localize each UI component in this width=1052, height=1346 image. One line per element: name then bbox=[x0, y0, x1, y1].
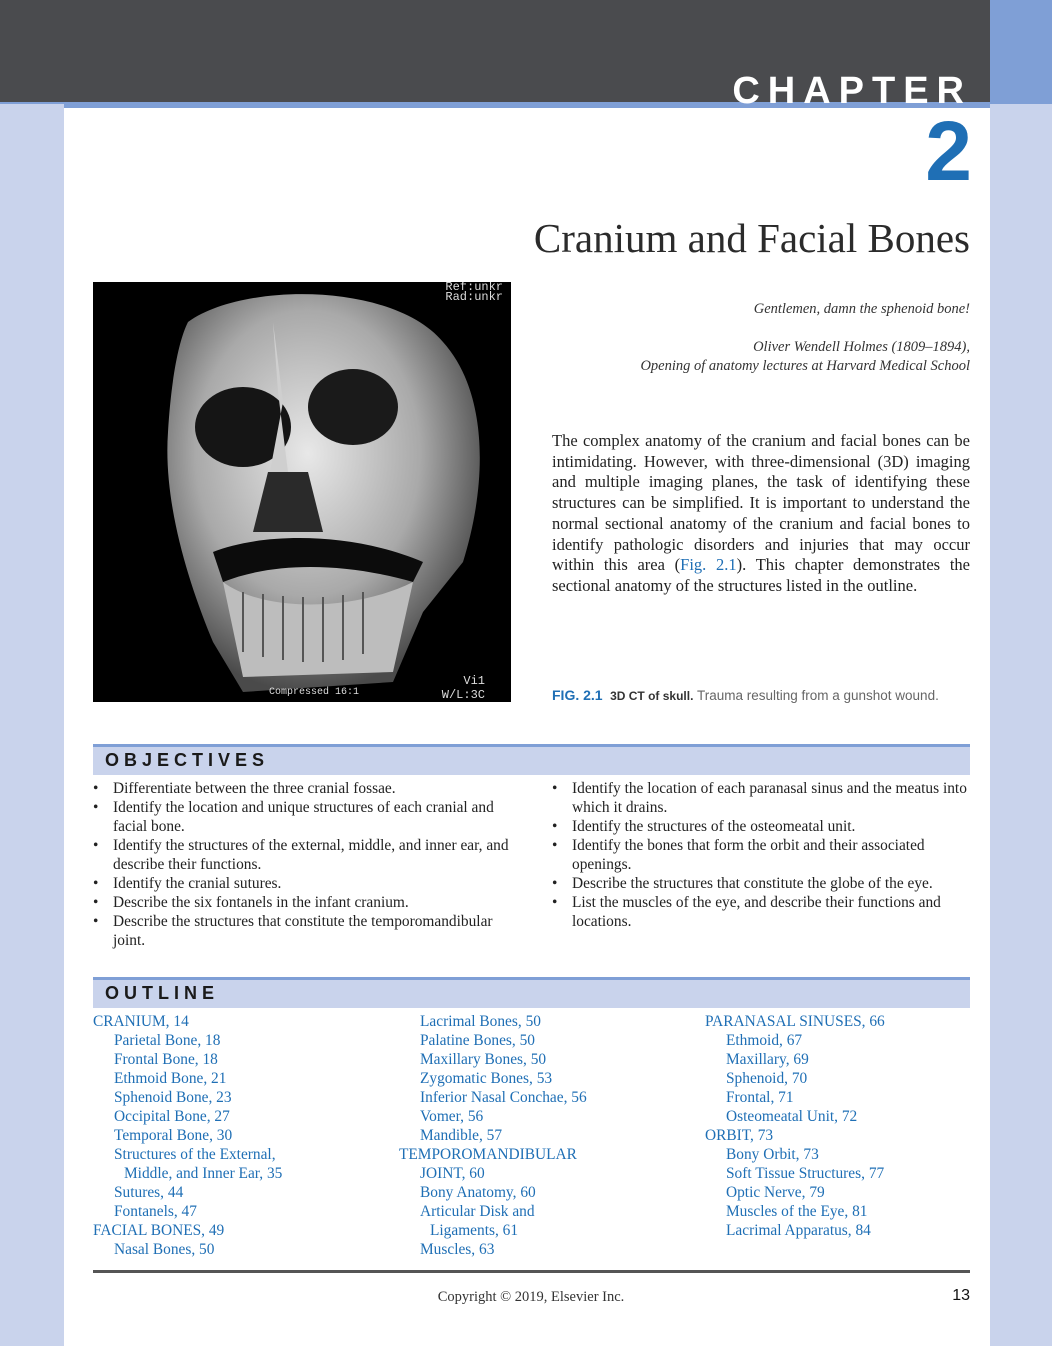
objectives-right-list bbox=[552, 779, 972, 931]
outline-entry[interactable]: JOINT, 60 bbox=[420, 1165, 485, 1182]
outline-entry[interactable]: Muscles of the Eye, 81 bbox=[726, 1203, 868, 1220]
outline-entry[interactable]: Sphenoid Bone, 23 bbox=[114, 1089, 232, 1106]
objective-item: • Describe the six fontanels in the infant cranium. bbox=[93, 893, 513, 912]
figure-overlay-compressed: Compressed 16:1 bbox=[269, 687, 360, 698]
objectives-heading: OBJECTIVES bbox=[105, 750, 270, 770]
outline-entry[interactable]: Sphenoid, 70 bbox=[726, 1070, 808, 1087]
outline-column-3 bbox=[705, 1012, 885, 1240]
outline-entry[interactable]: Lacrimal Bones, 50 bbox=[420, 1013, 541, 1030]
caption-text: Trauma resulting from a gunshot wound. bbox=[696, 688, 939, 703]
outline-entry[interactable]: Maxillary, 69 bbox=[726, 1051, 809, 1068]
outline-entry[interactable]: Maxillary Bones, 50 bbox=[420, 1051, 547, 1068]
objective-item: • Identify the structures of the osteomeatal unit. bbox=[552, 817, 972, 836]
caption-label: FIG. 2.1 bbox=[552, 687, 603, 703]
chapter-title: Cranium and Facial Bones bbox=[533, 215, 970, 261]
epigraph-quote: Gentlemen, damn the sphenoid bone! bbox=[753, 301, 970, 317]
outline-heading: OUTLINE bbox=[105, 983, 219, 1003]
outline-entry[interactable]: Occipital Bone, 27 bbox=[114, 1108, 230, 1125]
outline-entry[interactable]: TEMPOROMANDIBULAR bbox=[399, 1146, 577, 1163]
objective-item: • Identify the bones that form the orbit and their associated openings. bbox=[552, 836, 972, 874]
outline-entry[interactable]: Ethmoid, 67 bbox=[726, 1032, 803, 1049]
objective-item: • Identify the location of each paranasal sinus and the meatus into which it drains. bbox=[552, 779, 972, 817]
figure-overlay-wl: W/L:3C bbox=[441, 688, 485, 702]
right-margin-band bbox=[990, 104, 1052, 1346]
objective-item: • List the muscles of the eye, and describe their functions and locations. bbox=[552, 893, 972, 931]
objectives-left-list bbox=[93, 779, 513, 950]
objective-item: • Describe the structures that constitute the globe of the eye. bbox=[552, 874, 972, 893]
outline-entry[interactable]: CRANIUM, 14 bbox=[93, 1013, 189, 1030]
figure-overlay-rad: Rad:unkr bbox=[445, 290, 503, 304]
copyright-notice: Copyright © 2019, Elsevier Inc. bbox=[437, 1289, 625, 1305]
intro-text-before: The complex anatomy of the cranium and facial bones can be intimidating. However, with three-dimensional (3D) imaging and multiple imaging planes, the task of identifying these structures can be simplified. It is important to understand the normal sectional anatomy of the cranium and facial bones to identify pathologic disorders and injuries that may occur within this area ( bbox=[552, 431, 970, 575]
skull-3d-render-image bbox=[93, 282, 511, 702]
outline-entry[interactable]: Bony Anatomy, 60 bbox=[420, 1184, 536, 1201]
outline-entry[interactable]: Frontal, 71 bbox=[726, 1089, 794, 1106]
outline-entry[interactable]: Mandible, 57 bbox=[420, 1127, 503, 1144]
intro-text-after: ). This chapter demonstrates the sectional anatomy of the structures listed in the outline. bbox=[552, 555, 970, 595]
objective-item: • Differentiate between the three cranial fossae. bbox=[93, 779, 513, 798]
caption-bold: 3D CT of skull. bbox=[610, 689, 694, 703]
skull-ct-figure bbox=[93, 282, 511, 702]
outline-entry[interactable]: Vomer, 56 bbox=[420, 1108, 484, 1125]
figure-overlay-vi: Vi1 bbox=[463, 674, 485, 688]
epigraph-author: Oliver Wendell Holmes (1809–1894), bbox=[753, 339, 970, 355]
outline-entry[interactable]: Nasal Bones, 50 bbox=[114, 1241, 215, 1258]
left-margin-band bbox=[0, 104, 64, 1346]
chapter-label: CHAPTER bbox=[732, 70, 972, 112]
epigraph-source: Opening of anatomy lectures at Harvard Medical School bbox=[640, 358, 970, 374]
figure-reference-link[interactable]: Fig. 2.1 bbox=[680, 555, 737, 575]
objective-item: • Identify the structures of the external, middle, and inner ear, and describe their functions. bbox=[93, 836, 513, 874]
chapter-number: 2 bbox=[925, 104, 972, 198]
outline-entry[interactable]: Zygomatic Bones, 53 bbox=[420, 1070, 553, 1087]
outline-entry[interactable]: Soft Tissue Structures, 77 bbox=[726, 1165, 885, 1182]
outline-entry[interactable]: Fontanels, 47 bbox=[114, 1203, 197, 1220]
outline-entry[interactable]: Bony Orbit, 73 bbox=[726, 1146, 819, 1163]
outline-entry[interactable]: Frontal Bone, 18 bbox=[114, 1051, 218, 1068]
page-number: 13 bbox=[952, 1287, 970, 1304]
outline-entry[interactable]: Lacrimal Apparatus, 84 bbox=[726, 1222, 871, 1239]
figure-overlay-ref: Ref:unkr bbox=[445, 282, 503, 294]
objectives-heading-bar bbox=[93, 744, 970, 775]
outline-entry[interactable]: Optic Nerve, 79 bbox=[726, 1184, 825, 1201]
footer-rule bbox=[93, 1270, 970, 1273]
outline-entry[interactable]: Ethmoid Bone, 21 bbox=[114, 1070, 227, 1087]
outline-entry[interactable]: Ligaments, 61 bbox=[430, 1222, 519, 1239]
outline-entry[interactable]: Osteomeatal Unit, 72 bbox=[726, 1108, 858, 1125]
intro-paragraph bbox=[552, 431, 970, 597]
objective-item: • Describe the structures that constitute the temporomandibular joint. bbox=[93, 912, 513, 950]
header-corner-block bbox=[990, 0, 1052, 104]
outline-entry[interactable]: Articular Disk and bbox=[420, 1203, 535, 1220]
objective-item: • Identify the cranial sutures. bbox=[93, 874, 513, 893]
outline-entry[interactable]: Inferior Nasal Conchae, 56 bbox=[420, 1089, 587, 1106]
epigraph bbox=[550, 300, 970, 376]
outline-heading-bar bbox=[93, 977, 970, 1008]
outline-entry[interactable]: Muscles, 63 bbox=[420, 1241, 495, 1258]
outline-column-2 bbox=[399, 1012, 587, 1259]
outline-entry[interactable]: Structures of the External, bbox=[114, 1146, 276, 1163]
outline-column-1 bbox=[93, 1012, 282, 1259]
outline-entry[interactable]: PARANASAL SINUSES, 66 bbox=[705, 1013, 885, 1030]
objective-item: • Identify the location and unique structures of each cranial and facial bone. bbox=[93, 798, 513, 836]
outline-entry[interactable]: Temporal Bone, 30 bbox=[114, 1127, 233, 1144]
figure-caption bbox=[552, 687, 972, 703]
outline-entry[interactable]: ORBIT, 73 bbox=[705, 1127, 774, 1144]
outline-entry[interactable]: Sutures, 44 bbox=[114, 1184, 184, 1201]
outline-entry[interactable]: Middle, and Inner Ear, 35 bbox=[124, 1165, 283, 1182]
outline-entry[interactable]: Palatine Bones, 50 bbox=[420, 1032, 535, 1049]
outline-entry[interactable]: Parietal Bone, 18 bbox=[114, 1032, 221, 1049]
outline-entry[interactable]: FACIAL BONES, 49 bbox=[93, 1222, 225, 1239]
